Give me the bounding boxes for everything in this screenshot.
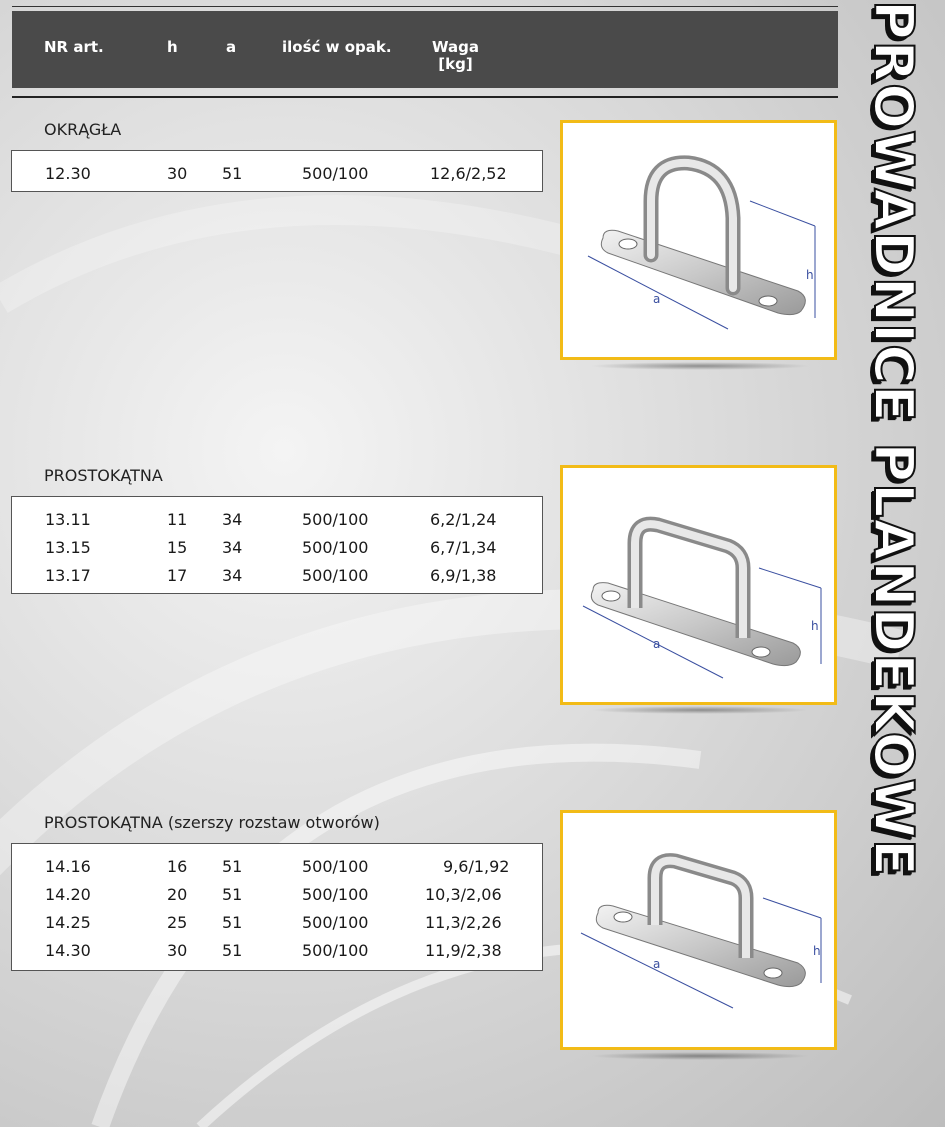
- section-title-prostokatna: PROSTOKĄTNA: [44, 466, 163, 485]
- cell-a: 34: [222, 510, 243, 529]
- image-shadow: [590, 1052, 810, 1060]
- cell-a: 51: [222, 164, 243, 183]
- table-row: [12, 907, 542, 935]
- product-image-rectangular-wide: [560, 810, 837, 1050]
- cell-qty: 500/100: [302, 941, 369, 960]
- cell-h: 25: [167, 913, 188, 932]
- table-row: [12, 935, 542, 963]
- cell-qty: 500/100: [302, 566, 369, 585]
- cell-qty: 500/100: [302, 857, 369, 876]
- cell-qty: 500/100: [302, 164, 369, 183]
- cell-a: 34: [222, 538, 243, 557]
- cell-nr: 14.25: [45, 913, 91, 932]
- cell-h: 15: [167, 538, 188, 557]
- cell-a: 51: [222, 913, 243, 932]
- dimension-label-h: h: [813, 944, 821, 958]
- dimension-label-a: a: [653, 292, 661, 306]
- dimension-label-h: h: [806, 268, 814, 282]
- cell-h: 20: [167, 885, 188, 904]
- table-prostokatna: [11, 496, 543, 594]
- cell-h: 16: [167, 857, 188, 876]
- cell-nr: 12.30: [45, 164, 91, 183]
- table-row: [12, 504, 542, 532]
- cell-weight: 9,6/1,92: [443, 857, 510, 876]
- section-title-prostokatna-szersza: PROSTOKĄTNA (szerszy rozstaw otworów): [44, 813, 380, 832]
- table-row: [12, 851, 542, 879]
- cell-h: 30: [167, 164, 188, 183]
- cell-h: 17: [167, 566, 188, 585]
- dimension-label-a: a: [653, 957, 661, 971]
- cell-nr: 14.20: [45, 885, 91, 904]
- cell-nr: 14.30: [45, 941, 91, 960]
- cell-h: 11: [167, 510, 188, 529]
- cell-weight: 6,2/1,24: [430, 510, 497, 529]
- cell-a: 51: [222, 857, 243, 876]
- cell-a: 34: [222, 566, 243, 585]
- cell-nr: 13.15: [45, 538, 91, 557]
- cell-nr: 13.17: [45, 566, 91, 585]
- table-okragla: [11, 150, 543, 192]
- dimension-label-h: h: [811, 619, 819, 633]
- rectangular-loop-drawing: [563, 468, 834, 702]
- header-weight-unit: [kg]: [438, 55, 473, 73]
- cell-nr: 14.16: [45, 857, 91, 876]
- round-loop-drawing: [563, 123, 834, 357]
- image-shadow: [590, 362, 810, 370]
- cell-weight: 6,9/1,38: [430, 566, 497, 585]
- cell-qty: 500/100: [302, 913, 369, 932]
- rectangular-wide-loop-drawing: [563, 813, 834, 1047]
- section-title-okragla: OKRĄGŁA: [44, 120, 122, 139]
- cell-qty: 500/100: [302, 538, 369, 557]
- cell-weight: 10,3/2,06: [425, 885, 502, 904]
- header-weight: [432, 39, 479, 73]
- cell-qty: 500/100: [302, 885, 369, 904]
- side-title: PROWADNICE PLANDEKOWE: [862, 0, 925, 877]
- table-row: [12, 879, 542, 907]
- header-nr: NR art.: [44, 38, 104, 56]
- cell-weight: 11,3/2,26: [425, 913, 502, 932]
- header-weight-label: Waga: [432, 38, 479, 56]
- cell-a: 51: [222, 885, 243, 904]
- header-a: a: [226, 38, 237, 56]
- product-image-rectangular: [560, 465, 837, 705]
- cell-weight: 11,9/2,38: [425, 941, 502, 960]
- cell-weight: 6,7/1,34: [430, 538, 497, 557]
- cell-h: 30: [167, 941, 188, 960]
- header-rule: [12, 96, 838, 98]
- table-header: [12, 11, 838, 88]
- cell-weight: 12,6/2,52: [430, 164, 507, 183]
- table-row: [12, 532, 542, 560]
- table-row: [12, 560, 542, 588]
- product-image-round: [560, 120, 837, 360]
- cell-nr: 13.11: [45, 510, 91, 529]
- table-prostokatna-szersza: [11, 843, 543, 971]
- cell-qty: 500/100: [302, 510, 369, 529]
- header-h: h: [167, 38, 178, 56]
- cell-a: 51: [222, 941, 243, 960]
- header-qty: ilość w opak.: [282, 38, 392, 56]
- dimension-label-a: a: [653, 637, 661, 651]
- top-rule: [12, 6, 838, 7]
- image-shadow: [590, 706, 810, 714]
- table-row: [12, 158, 542, 186]
